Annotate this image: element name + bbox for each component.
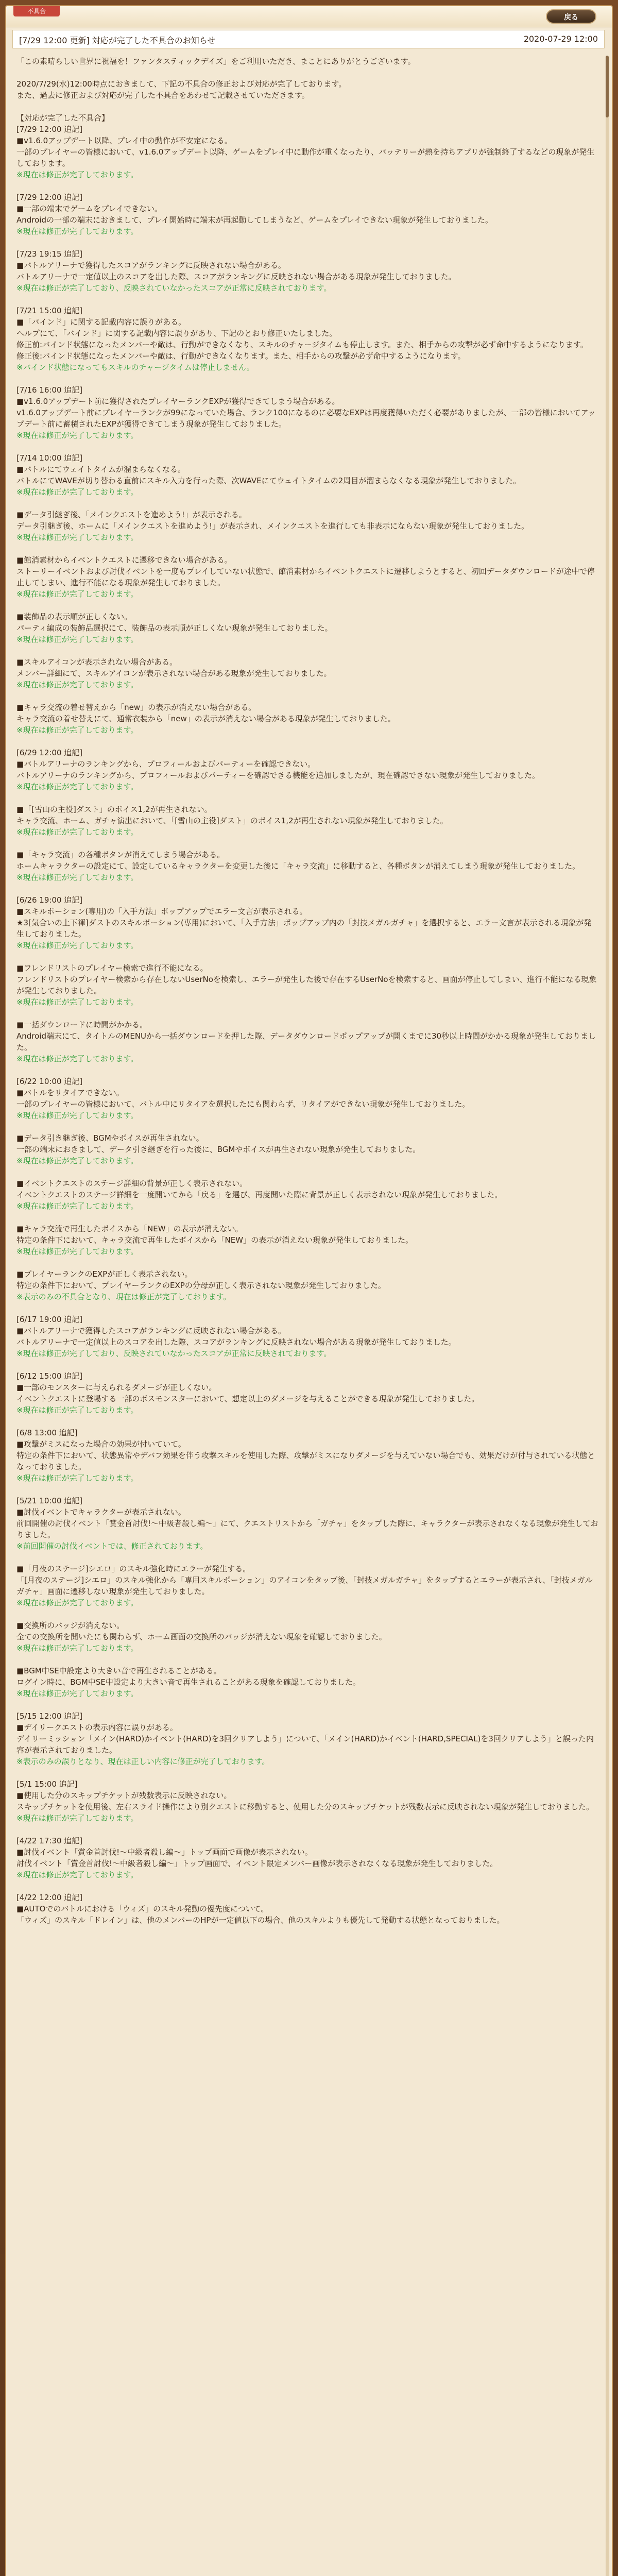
issue-title: ■館消素材からイベントクエストに遷移できない場合がある。 [16, 555, 232, 565]
issue-title: ■キャラ交流の着せ替えから「new」の表示が消えない場合がある。 [16, 703, 256, 712]
spacer [16, 1484, 598, 1495]
issue-title: ■バトルをリタイアできない。 [16, 1088, 124, 1097]
fixed-note: ※現在は修正が完了しております。 [16, 873, 139, 882]
spacer [16, 1257, 598, 1268]
fixed-note: ※現在は修正が完了しております。 [16, 1405, 139, 1415]
issue-description: Androidの一部の端末におきまして、プレイ開始時に端末が再起動してしまうなど、ゲームをプレイできない現象が発生しておりました。 [16, 215, 493, 225]
top-bar [6, 6, 612, 27]
spacer [16, 498, 598, 509]
spacer [16, 1064, 598, 1076]
issue-title: ■バトルにてウェイトタイムが溜まらなくなる。 [16, 465, 185, 474]
issue-title: ■討伐イベントでキャラクターが表示されない。 [16, 1507, 186, 1517]
spacer [16, 1824, 598, 1835]
intro-line: また、過去に修正および対応が完了した不具合をあわせて記載させていただきます。 [16, 91, 310, 100]
issue-description: 修正前:バインド状態になったメンバーや敵は、行動ができなくなり、スキルのチャージタイムも停止します。また、相手からの攻撃が必ず命中するようになります。 [16, 340, 588, 349]
issue-title: ■「月夜のステージ]シエロ」のスキル強化時にエラーが発生する。 [16, 1564, 251, 1573]
spacer [16, 373, 598, 384]
fixed-note: ※現在は修正が完了しております。 [16, 1598, 139, 1607]
spacer [16, 951, 598, 962]
issue-description: キャラ交流、ホーム、ガチャ演出において、「[雪山の主役]ダスト」のボイス1,2が再生されない現象が発生しておりました。 [16, 816, 448, 825]
entry-date-tag: [4/22 12:00 追記] [16, 1893, 83, 1902]
fixed-note: ※現在は修正が完了しております。 [16, 725, 139, 735]
issue-title: ■バトルアリーナで獲得したスコアがランキングに反映されない場合がある。 [16, 1326, 286, 1335]
issue-description: バトルにてWAVEが切り替わる直前にスキル入力を行った際、次WAVEにてウェイトタイムの2周目が溜まらなくなる現象が発生しておりました。 [16, 476, 521, 485]
back-button[interactable]: 戻る [546, 9, 596, 24]
issue-description: 一部のプレイヤーの皆様において、バトル中にリタイアを選択したにも関わらず、リタイアができない現象が発生しておりました。 [16, 1099, 470, 1109]
spacer [16, 441, 598, 452]
spacer [16, 1654, 598, 1665]
issue-title: ■v1.6.0アップデート以降、プレイ中の動作が不安定になる。 [16, 136, 232, 145]
entry-date-tag: [6/22 10:00 追記] [16, 1077, 83, 1086]
fixed-note: ※現在は修正が完了しております。 [16, 1247, 139, 1256]
issue-description: キャラ交流の着せ替えにて、通常衣装から「new」の表示が消えない場合がある現象が発生しておりました。 [16, 714, 396, 723]
issue-title: ■データ引継ぎ後、「メインクエストを進めよう!」が表示される。 [16, 510, 247, 519]
issue-description: 「ウィズ」のスキル「ドレイン」は、他のメンバーのHPが一定値以下の場合、他のスキルよりも優先して発動する状態となっておりました。 [16, 1916, 505, 1925]
spacer [16, 736, 598, 747]
issue-title: ■キャラ交流で再生したボイスから「NEW」の表示が消えない。 [16, 1224, 243, 1233]
entry-date-tag: [4/22 17:30 追記] [16, 1836, 83, 1845]
fixed-note: ※現在は修正が完了しております。 [16, 1473, 139, 1483]
issue-description: バトルアリーナのランキングから、プロフィールおよびパーティーを確認できる機能を追加しましたが、現在確認できない現象が発生しておりました。 [16, 771, 540, 780]
fixed-note: ※現在は修正が完了しております。 [16, 533, 139, 542]
spacer [16, 690, 598, 702]
spacer [16, 600, 598, 611]
issue-description: Android端末にて、タイトルのMENUから一括ダウンロードを押した際、データダウンロードポップアップが開くまでに30秒以上時間がかかる現象が発生しておりました。 [16, 1031, 596, 1052]
issue-title: ■一部のモンスターに与えられるダメージが正しくない。 [16, 1383, 217, 1392]
issue-description: 修正後:バインド状態になったメンバーや敵は、行動ができなくなります。また、相手からの攻撃が必ず命中するようになります。 [16, 351, 466, 361]
issue-title: ■スキルアイコンが表示されない場合がある。 [16, 657, 178, 667]
entry-date-tag: [7/16 16:00 追記] [16, 385, 83, 395]
entry-date-tag: [7/14 10:00 追記] [16, 453, 83, 463]
issue-title: ■プレイヤーランクのEXPが正しく表示されない。 [16, 1269, 193, 1279]
entry-date-tag: [7/29 12:00 追記] [16, 125, 83, 134]
entry-date-tag: [5/21 10:00 追記] [16, 1496, 83, 1505]
entry-date-tag: [5/15 12:00 追記] [16, 1711, 83, 1721]
issue-description: スキップチケットを使用後、左右スライド操作により別クエストに移動すると、使用した分のスキップチケットが残数表示に反映されない現象が発生しておりました。 [16, 1802, 594, 1811]
intro-line: 「この素晴らしい世界に祝福を！ファンタスティックデイズ」をご利用いただき、まことにありがとうございます。 [16, 57, 416, 66]
issue-title: ■装飾品の表示順が正しくない。 [16, 612, 132, 621]
issue-description: 一部のプレイヤーの皆様において、v1.6.0アップデート以降、ゲームをプレイ中に動作が重くなったり、バッテリーが熱を持ちアプリが強制終了するなどの現象が発生しております。 [16, 147, 595, 168]
issue-description: ヘルプにて、「バインド」に関する記載内容に誤りがあり、下記のとおり修正いたしました。 [16, 329, 337, 338]
fixed-note: ※バインド状態になってもスキルのチャージタイムは停止しません。 [16, 363, 254, 372]
fixed-note: ※現在は修正が完了しております。 [16, 170, 139, 179]
issue-title: ■使用した分のスキップチケットが残数表示に反映されない。 [16, 1791, 232, 1800]
issue-description: 特定の条件下において、キャラ交流で再生したボイスから「NEW」の表示が消えない現象が発生しておりました。 [16, 1235, 414, 1245]
entry-date-tag: [6/26 19:00 追記] [16, 895, 83, 905]
spacer [16, 1359, 598, 1370]
issue-description: 「[月夜のステージ]シエロ」のスキル強化から「専用スキルポーション」のアイコンをタップ後、「封技メガルガチャ」をタップするとエラーが表示され、「封技メガルガチャ」画面に遷移しない現象が発生しておりました。 [16, 1575, 593, 1596]
fixed-note: ※現在は修正が完了しております。 [16, 1643, 139, 1653]
entry-date-tag: [6/17 19:00 追記] [16, 1315, 83, 1324]
fixed-note: ※現在は修正が完了しており、反映されていなかったスコアが正常に反映されております。 [16, 1349, 332, 1358]
spacer [16, 1416, 598, 1427]
issue-title: ■一部の端末でゲームをプレイできない。 [16, 204, 162, 213]
issue-description: バトルアリーナで一定値以上のスコアを出した際、スコアがランキングに反映されない場合がある現象が発生しておりました。 [16, 272, 456, 281]
issue-title: ■バトルアリーナのランキングから、プロフィールおよびパーティーを確認できない。 [16, 759, 316, 769]
issue-description: 一部の端末におきまして、データ引き継ぎを行った後に、BGMやボイスが再生されない現象が発生しておりました。 [16, 1145, 421, 1154]
notice-title: [7/29 12:00 更新] 対応が完了した不具合のお知らせ [19, 36, 216, 45]
entry-date-tag: [5/1 15:00 追記] [16, 1780, 78, 1789]
fixed-note: ※現在は修正が完了しております。 [16, 1814, 139, 1823]
fixed-note: ※現在は修正が完了しております。 [16, 487, 139, 497]
entry-date-tag: [7/29 12:00 追記] [16, 193, 83, 202]
spacer [16, 1166, 598, 1178]
spacer [16, 1552, 598, 1563]
entry-date-tag: [6/29 12:00 追記] [16, 748, 83, 757]
issue-title: ■「バインド」に関する記載内容に誤りがある。 [16, 317, 186, 327]
issue-title: ■バトルアリーナで獲得したスコアがランキングに反映されない場合がある。 [16, 261, 286, 270]
issue-description: イベントクエストに登場する一部のボスモンスターにおいて、想定以上のダメージを与えることができる現象が発生しておりました。 [16, 1394, 479, 1403]
issue-description: 特定の条件下において、状態異常やデバフ効果を伴う攻撃スキルを使用した際、攻撃がミスになりダメージを与えていない場合でも、効果だけが付与されている状態となっておりました。 [16, 1451, 595, 1471]
issue-description: ホームキャラクターの設定にて、設定しているキャラクターを変更した後に「キャラ交流」に移動すると、各種ボタンが消えてしまう現象が発生しておりました。 [16, 861, 580, 871]
intro-line: 2020/7/29(水)12:00時点におきまして、下記の不具合の修正および対応が完了しております。 [16, 79, 347, 89]
issue-description: フレンドリストのプレイヤー検索から存在しないUserNoを検索し、エラーが発生した後で存在するUserNoを検索すると、画面が停止してしまい、進行不能になる現象が発生しておりました。 [16, 975, 597, 995]
spacer [16, 792, 598, 804]
spacer [16, 1121, 598, 1132]
issue-title: ■デイリークエストの表示内容に誤りがある。 [16, 1723, 178, 1732]
spacer [16, 883, 598, 894]
issue-title: ■「[雪山の主役]ダスト」のボイス1,2が再生されない。 [16, 805, 212, 814]
notice-title-bar [12, 30, 605, 48]
issue-description: v1.6.0アップデート前にプレイヤーランクが99になっていた場合、ランク100になるのに必要なEXPは再度獲得いただく必要がありましたが、一部の皆様においてアップデート前に蓄積されたEXPが獲得できてしまう現象が発生しておりました。 [16, 408, 596, 429]
intro-line [16, 67, 598, 78]
fixed-note: ※現在は修正が完了しております。 [16, 782, 139, 791]
issue-description: 特定の条件下において、プレイヤーランクのEXPの分母が正しく表示されない現象が発生しておりました。 [16, 1281, 386, 1290]
issue-description: 討伐イベント「賞金首討伐!～中級者殺し編～」トップ画面で、イベント限定メンバー画像が表示されなくなる現象が発生しておりました。 [16, 1859, 498, 1868]
fixed-note: ※現在は修正が完了しております。 [16, 827, 139, 837]
fixed-note: ※現在は修正が完了しております。 [16, 997, 139, 1007]
issue-description: バトルアリーナで一定値以上のスコアを出した際、スコアがランキングに反映されない場合がある現象が発生しておりました。 [16, 1337, 456, 1347]
issue-title: ■一括ダウンロードに時間がかかる。 [16, 1020, 148, 1029]
issue-title: ■攻撃がミスになった場合の効果が付いていて。 [16, 1439, 186, 1449]
fixed-note: ※表示のみの不具合となり、現在は修正が完了しております。 [16, 1292, 231, 1301]
spacer [16, 1926, 598, 1937]
issue-description: 前回開催の討伐イベント「賞金首討伐!～中級者殺し編～」にて、クエストリストから「ガチャ」をタップした際に、キャラクターが表示されなくなる現象が発生しておりました。 [16, 1519, 598, 1539]
issue-title: ■AUTOでのバトルにおける「ウィズ」のスキル発動の優先度について。 [16, 1904, 269, 1913]
issue-description: データ引継ぎ後、ホームに「メインクエストを進めよう!」が表示され、メインクエストを進行しても非表示にならない現象が発生しておりました。 [16, 521, 529, 531]
issue-description: メンバー詳細にて、スキルアイコンが表示されない場合がある現象が発生しておりました。 [16, 669, 332, 678]
spacer [16, 237, 598, 248]
fixed-note: ※現在は修正が完了しております。 [16, 635, 139, 644]
fixed-note: ※現在は修正が完了しております。 [16, 1054, 139, 1063]
spacer [16, 1699, 598, 1710]
scrollbar-thumb[interactable] [606, 56, 609, 117]
entry-date-tag: [7/23 19:15 追記] [16, 249, 83, 259]
notice-panel [5, 5, 613, 2576]
fixed-note: ※現在は修正が完了しております。 [16, 1870, 139, 1879]
spacer [16, 838, 598, 849]
section-header: 【対応が完了した不具合】 [16, 113, 110, 123]
entry-date-tag: [7/21 15:00 追記] [16, 306, 83, 315]
issue-description: デイリーミッション「メイン(HARD)かイベント(HARD)を3回クリアしよう」について、「メイン(HARD)かイベント(HARD,SPECIAL)を3回クリアしよう」と誤った内容が表示されておりました。 [16, 1734, 594, 1755]
entry-date-tag: [6/12 15:00 追記] [16, 1371, 83, 1381]
fixed-note: ※現在は修正が完了しております。 [16, 1156, 139, 1165]
issue-description: ストーリーイベントおよび討伐イベントを一度もプレイしていない状態で、館消素材からイベントクエストに遷移しようとすると、初回データダウンロードが途中で停止してしまい、進行不能になる現象が発生しておりました。 [16, 567, 595, 587]
notice-date: 2020-07-29 12:00 [523, 34, 598, 44]
issue-title: ■討伐イベント「賞金首討伐!～中級者殺し編～」トップ画面で画像が表示されない。 [16, 1848, 313, 1857]
issue-description: ログイン時に、BGM中SE中設定より大きい音で再生されることがある現象を確認しておりました。 [16, 1677, 360, 1687]
category-tab: 不具合 [13, 6, 60, 16]
fixed-note: ※表示のみの誤りとなり、現在は正しい内容に修正が完了しております。 [16, 1757, 270, 1766]
fixed-note: ※現在は修正が完了しております。 [16, 1111, 139, 1120]
fixed-note: ※現在は修正が完了しております。 [16, 941, 139, 950]
spacer [16, 180, 598, 192]
spacer [16, 1008, 598, 1019]
issue-title: ■BGM中SE中設定より大きい音で再生されることがある。 [16, 1666, 221, 1675]
spacer [16, 1212, 598, 1223]
issue-description: パーティ編成の装飾品選択にて、装飾品の表示順が正しくない現象が発生しておりました。 [16, 623, 333, 633]
fixed-note: ※現在は修正が完了しております。 [16, 1201, 139, 1211]
fixed-note: ※現在は修正が完了しております。 [16, 227, 139, 236]
issue-description: 全ての交換所を開いたにも関わらず、ホーム画面の交換所のバッジが消えない現象を確認しておりました。 [16, 1632, 387, 1641]
fixed-note: ※現在は修正が完了しており、反映されていなかったスコアが正常に反映されております。 [16, 283, 332, 293]
issue-title: ■データ引き継ぎ後、BGMやボイスが再生されない。 [16, 1133, 204, 1143]
issue-description: ★3[気合いの上下褌]ダストのスキルポーション(専用)において、「入手方法」ポップアップ内の「封技メガルガチャ」を選択すると、エラー文言が表示される現象が発生しておりました。 [16, 918, 592, 939]
fixed-note: ※現在は修正が完了しております。 [16, 589, 139, 599]
spacer [16, 1880, 598, 1892]
issue-title: ■「キャラ交流」の各種ボタンが消えてしまう場合がある。 [16, 850, 225, 859]
issue-title: ■v1.6.0アップデート前に獲得されたプレイヤーランクEXPが獲得できてしまう場合がある。 [16, 397, 340, 406]
entry-date-tag: [6/8 13:00 追記] [16, 1428, 78, 1437]
issue-title: ■イベントクエストのステージ詳細の背景が正しく表示されない。 [16, 1179, 247, 1188]
fixed-note: ※前回開催の討伐イベントでは、修正されております。 [16, 1541, 208, 1551]
intro-line [16, 101, 598, 112]
issue-title: ■交換所のバッジが消えない。 [16, 1621, 125, 1630]
issue-title: ■スキルポーション(専用)の「入手方法」ポップアップでエラー文言が表示される。 [16, 907, 307, 916]
notice-body[interactable] [16, 56, 598, 2576]
spacer [16, 543, 598, 554]
fixed-note: ※現在は修正が完了しております。 [16, 680, 139, 689]
spacer [16, 1767, 598, 1778]
spacer [16, 1608, 598, 1620]
issue-title: ■フレンドリストのプレイヤー検索で進行不能になる。 [16, 963, 208, 973]
scrollbar-track[interactable] [606, 56, 609, 2576]
fixed-note: ※現在は修正が完了しております。 [16, 431, 139, 440]
spacer [16, 294, 598, 305]
spacer [16, 645, 598, 656]
issue-description: イベントクエストのステージ詳細を一度開いてから「戻る」を選び、再度開いた際に背景が正しく表示されない現象が発生しておりました。 [16, 1190, 503, 1199]
spacer [16, 1302, 598, 1314]
fixed-note: ※現在は修正が完了しております。 [16, 1689, 139, 1698]
